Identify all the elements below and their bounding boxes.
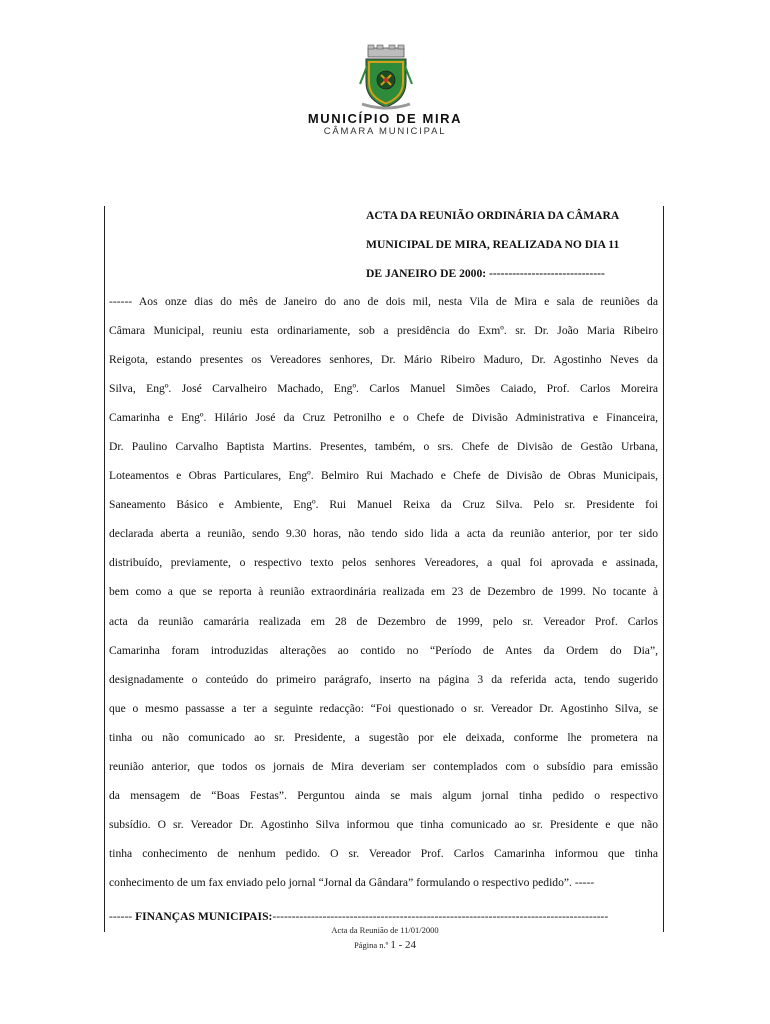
title-line: DE JANEIRO DE 2000: ------------------------------: [366, 267, 605, 280]
section-prefix: ------: [109, 910, 136, 923]
page-number: 1 - 24: [390, 939, 417, 951]
footer-page-number: [0, 939, 770, 951]
body-line: Camarinha foram introduzidas alterações ao contido no “Período de Antes da Ordem do Dia”,: [109, 643, 658, 657]
body-line: subsídio. O sr. Vereador Dr. Agostinho Silva informou que tinha comunicado ao sr. Presidente e que não: [109, 817, 658, 831]
title-line: MUNICIPAL DE MIRA, REALIZADA NO DIA 11: [366, 238, 620, 251]
body-line: reunião anterior, que todos os jornais de Mira deveriam ser contemplados com o subsídio para emissão: [109, 759, 658, 773]
body-line: Loteamentos e Obras Particulares, Engº. Belmiro Rui Machado e Chefe de Divisão de Obras Municipais,: [109, 469, 658, 483]
council-name: CÂMARA MUNICIPAL: [323, 126, 447, 137]
body-line: acta da reunião camarária realizada em 28 de Dezembro de 1999, pelo sr. Vereador Prof. Carlos: [109, 614, 658, 628]
body-line: tinha ou não comunicado ao sr. Presidente, a sugestão por ele deixada, conforme lhe prometera na: [109, 730, 658, 744]
body-line: Saneamento Básico e Ambiente, Engº. Rui Manuel Reixa da Cruz Silva. Pelo sr. Presidente foi: [109, 498, 658, 512]
body-line: Câmara Municipal, reuniu esta ordinariamente, sob a presidência do Exmº. sr. Dr. João Maria Ribeiro: [109, 324, 658, 338]
section-heading: [109, 908, 658, 925]
title-line: ACTA DA REUNIÃO ORDINÁRIA DA CÂMARA: [366, 209, 620, 222]
body-line: declarada aberta a reunião, sendo 9.30 horas, não tendo sido lida a acta da reunião anterior, por ter sido: [109, 527, 658, 541]
body-line: Silva, Engº. José Carvalheiro Machado, Engº. Carlos Manuel Simões Caiado, Prof. Carlos Moreira: [109, 382, 658, 396]
document-title: [366, 207, 666, 294]
body-line: distribuído, previamente, o respectivo texto pelos senhores Vereadores, a qual foi aprovada e assinada,: [109, 556, 658, 570]
body-line: da mensagem de “Boas Festas”. Perguntou ainda se mais algum jornal tinha pedido o respectivo: [109, 788, 658, 802]
body-line: Dr. Paulino Carvalho Baptista Martins. Presentes, também, o srs. Chefe de Divisão de Gestão Urbana,: [109, 440, 658, 454]
section-dashes: ---------------------------------------------------------------------------------------: [272, 910, 609, 923]
body-line: designadamente o conteúdo do primeiro parágrafo, inserto na página 3 da referida acta, tendo sugerido: [109, 672, 658, 686]
page-label: Página n.º: [353, 940, 389, 950]
body-line: ------ Aos onze dias do mês de Janeiro do ano de dois mil, nesta Vila de Mira e sala de reuniões da: [109, 295, 658, 308]
body-line: Reigota, estando presentes os Vereadores senhores, Dr. Mário Ribeiro Maduro, Dr. Agostinho Neves da: [109, 353, 658, 367]
body-line: tinha conhecimento de nenhum pedido. O sr. Vereador Prof. Carlos Camarinha informou que tinha: [109, 846, 658, 860]
minutes-body: [109, 293, 658, 903]
municipal-crest-icon: [356, 44, 416, 110]
body-line: Camarinha e Engº. Hilário José da Cruz Petronilho e o Chefe de Divisão Administrativa e Financeira,: [109, 411, 658, 425]
footer-reference: Acta da Reunião de 11/01/2000: [331, 925, 439, 935]
municipality-name: MUNICÍPIO DE MIRA: [307, 111, 463, 126]
left-margin-rule: [104, 206, 105, 932]
body-line: que o mesmo passasse a ter a seguinte redacção: “Foi questionado o sr. Vereador Dr. Agostinho Silva, se: [109, 701, 658, 715]
body-line: bem como a que se reporta à reunião extraordinária realizada em 23 de Dezembro de 1999. No tocante à: [109, 585, 658, 599]
right-margin-rule: [663, 206, 664, 932]
section-title: FINANÇAS MUNICIPAIS:: [135, 910, 273, 923]
body-line: conhecimento de um fax enviado pelo jornal “Jornal da Gândara” formulando o respectivo pedido”. -----: [109, 875, 595, 889]
